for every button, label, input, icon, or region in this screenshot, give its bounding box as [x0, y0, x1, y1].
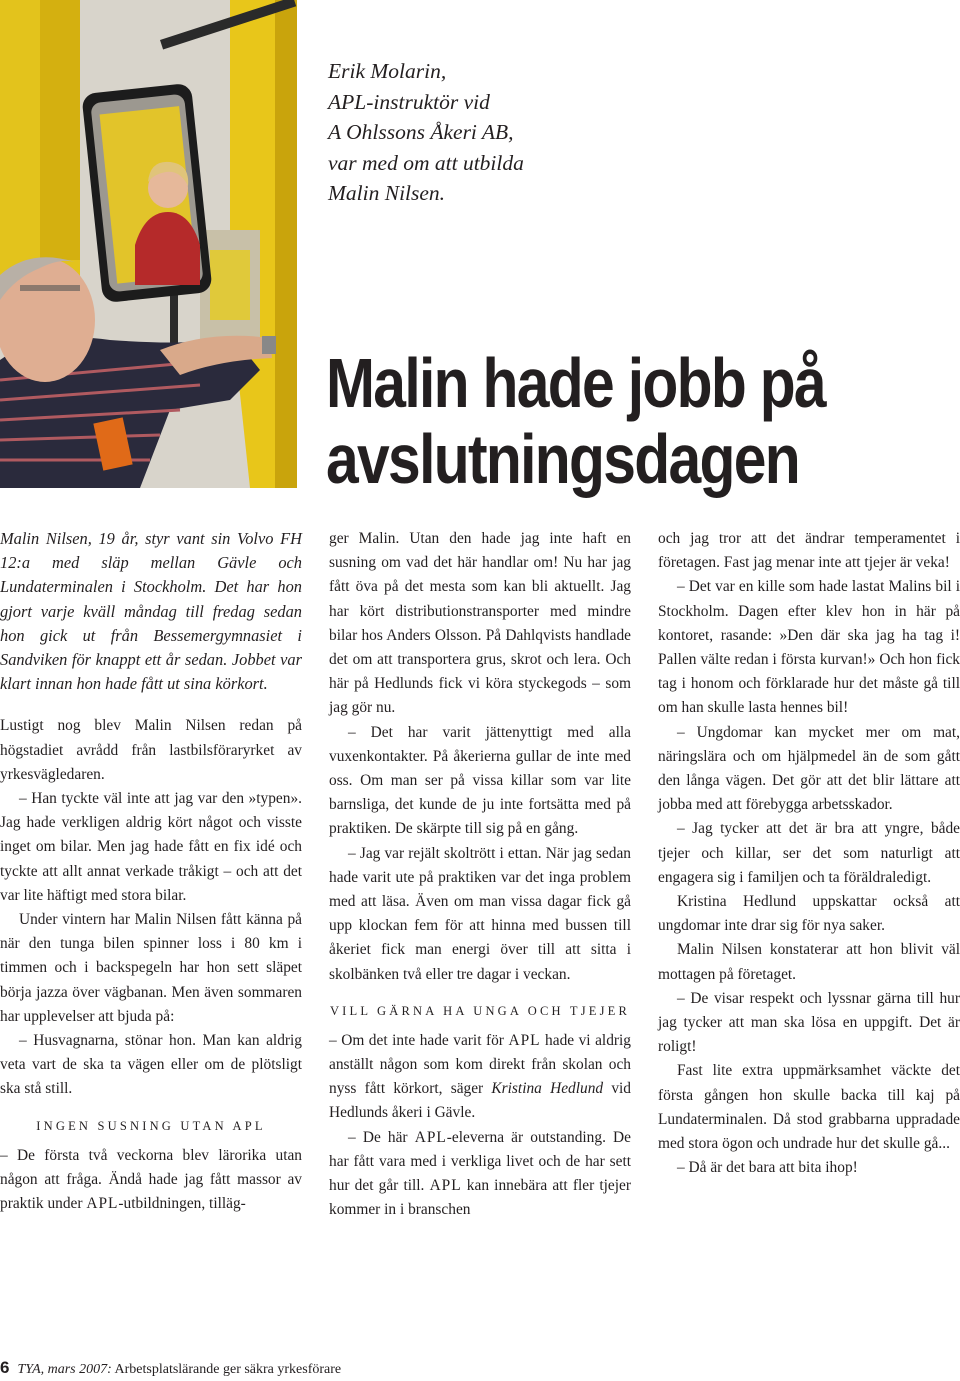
caption-line: var med om att utbilda	[328, 150, 524, 175]
body-paragraph: – Jag var rejält skoltrött i ettan. När jag sedan hade varit ute på praktiken var det inga problem med att läsa. Även om man vissa dagar fick gå upp klockan fem för att hinna med bussen till åkeriet fick man energi över till att sitta i skolbänken två eller tre dagar i veckan.	[329, 844, 631, 983]
body-paragraph: och jag tror att det ändrar temperamentet i företagen. Fast jag menar inte att tjejer är veka!	[658, 530, 960, 572]
body-paragraph: – Jag tycker att det är bra att yngre, både tjejer och killar, ser det som naturligt att engagera sig i familjen och ta föräldraledigt.	[658, 820, 960, 886]
body-paragraph: – Om det inte hade varit för APL hade vi aldrig anställt någon som kom direkt från skolan och nyss fått körkort, säger Kristina Hedlund vid Hedlunds åkeri i Gävle.	[329, 1031, 631, 1122]
body-paragraph: – De första två veckorna blev lärorika utan någon att fråga. Ändå hade jag fått massor av praktik under APL-utbildningen, tilläg-	[0, 1146, 302, 1213]
body-paragraph: – Då är det bara att bita ihop!	[677, 1159, 858, 1177]
body-paragraph: ger Malin. Utan den hade jag inte haft en susning om vad det här handlar om! Nu har jag fått öva på det mesta som kan bli aktuellt. Jag har kört distributionstransporter med mindre bilar hos Anders Olsson. På Dahlqvists handlade det om att transportera grus, skrot och lera. Och här på Hedlunds fick vi köra styckegods – som jag gör nu.	[329, 530, 631, 717]
headline-line-1: Malin hade jobb på	[326, 344, 825, 422]
body-paragraph: Kristina Hedlund uppskattar också att ungdomar inte drar sig för nya saker.	[658, 893, 960, 935]
column-2	[329, 527, 631, 1222]
page-footer	[0, 1358, 341, 1378]
body-paragraph: – Husvagnarna, stönar hon. Man kan aldrig veta vart de ska ta vägen eller om de plötsligt ska stå still.	[0, 1032, 302, 1098]
magazine-name: TYA, mars 2007:	[17, 1362, 112, 1377]
caption-line: APL-instruktör vid	[328, 89, 490, 114]
body-paragraph: – Det var en kille som hade lastat Malins bil i Stockholm. Dagen efter klev hon in här på kontoret, rasande: »Den där ska jag ha tag i! Pallen välte redan i första kurvan!» Och hon fick tag i honom och förklarade hur det måste gå till om han skulle lasta hennes bil!	[658, 578, 960, 717]
body-paragraph: Malin Nilsen konstaterar att hon blivit väl mottagen på företaget.	[658, 941, 960, 983]
subheading: VILL GÄRNA HA UNGA OCH TJEJER	[329, 1003, 631, 1018]
column-1	[0, 527, 302, 1216]
subheading: INGEN SUSNING UTAN APL	[36, 1118, 266, 1133]
body-paragraph: Lustigt nog blev Malin Nilsen redan på högstadiet avrådd från lastbilsföraryrket av yrkesvägledaren.	[0, 717, 302, 783]
body-paragraph: Fast lite extra uppmärksamhet väckte det första gången hon skulle backa till kaj på Lundaterminalen. Då stod grabbarna uppradade med stora ögon och undrade hur det skulle gå...	[658, 1062, 960, 1153]
body-paragraph: – Han tyckte väl inte att jag var den »typen». Jag hade verkligen aldrig kört något och visste inget om bilar. Men jag hade fått en fix idé och tyckte att allt annat verkade tråkigt – och att det var lite häftigt med stora bilar.	[0, 790, 302, 904]
headline-line-2: avslutningsdagen	[326, 420, 800, 498]
body-paragraph: – De här APL-eleverna är outstanding. De har fått vara med i verkliga livet och de har sett hur det går till. APL kan innebära att fler tjejer kommer in i branschen	[329, 1128, 631, 1219]
article-photo	[0, 0, 297, 488]
caption-line: A Ohlssons Åkeri AB,	[328, 120, 514, 144]
body-paragraph: – Ungdomar kan mycket mer om mat, näringslära och om hjälpmedel än de som gått den långa vägen. Det gör att det blir lättare att jobba med att förebygga arbetsskador.	[658, 723, 960, 814]
caption-line: Malin Nilsen.	[328, 181, 446, 205]
body-paragraph: Under vintern har Malin Nilsen fått känna på när den tunga bilen spinner loss i 80 km i timmen och i backspegeln har hon sett släpet börja jazza över vägbanan. Men även sommaren har upplevelser att bjuda på:	[0, 911, 302, 1025]
lead-paragraph: Malin Nilsen, 19 år, styr vant sin Volvo FH 12:a med släp mellan Gävle och Lundaterminalen i Stockholm. Det har hon gjort varje kväll måndag till fredag sedan hon gick ut från Bessemergymnasiet i Sandviken för knappt ett år sedan. Jobbet var klart innan hon hade fått ut sina körkort.	[0, 529, 302, 694]
photo-caption	[328, 56, 568, 209]
column-3	[658, 527, 960, 1180]
footer-title: Arbetsplatslärande ger säkra yrkesförare	[111, 1362, 342, 1377]
page-number: 6	[0, 1358, 10, 1377]
body-paragraph: – De visar respekt och lyssnar gärna till hur jag tycker att man ska lösa en uppgift. Det är roligt!	[658, 989, 960, 1056]
body-paragraph: – Det har varit jättenyttigt med alla vuxenkontakter. På åkerierna gullar de inte med oss. Om man ser på vissa killar som var lite barnsliga, det kunde de ju inte fortsätta med på praktiken. De skärpte till sig på en gång.	[329, 723, 631, 838]
article-headline	[326, 345, 956, 497]
caption-line: Erik Molarin,	[328, 59, 447, 83]
truck-mirror-photo	[0, 0, 297, 488]
